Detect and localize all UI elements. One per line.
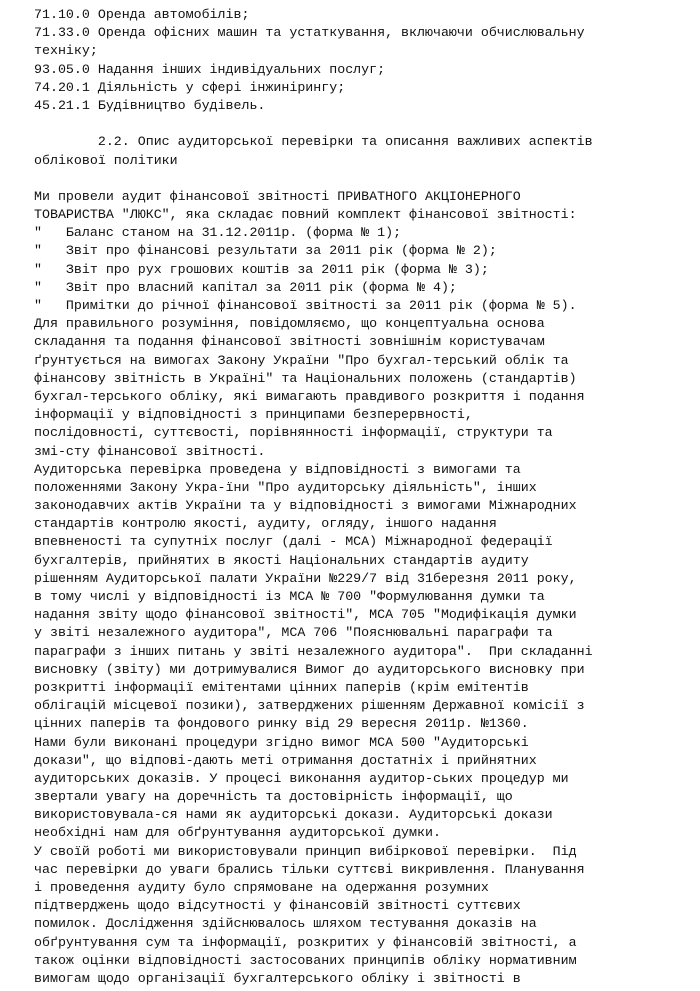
body-line: у звіті незалежного аудитора", МСА 706 "Пояснювальні параграфи та <box>34 625 553 641</box>
body-line: цінних паперів та фондового ринку від 29 вересня 2011р. №1360. <box>34 716 529 732</box>
body-line: інформації у відповідності з принципами безперервності, <box>34 407 473 423</box>
body-line: " Звіт про власний капітал за 2011 рік (форма № 4); <box>34 279 457 295</box>
body-line: бухгалтерів, прийнятих в якості Національних стандартів аудиту <box>34 552 529 568</box>
body-line: в тому числі у відповідності із МСА № 700 "Формулювання думки та <box>34 589 545 604</box>
body-line: Аудиторська перевірка проведена у відповідності з вимогами та <box>34 461 521 477</box>
body-line: також оцінки відповідності застосованих принципів обліку нормативним <box>34 952 577 968</box>
body-line: " Примітки до річної фінансової звітності за 2011 рік (форма № 5). <box>34 298 577 313</box>
body-line: надання звіту щодо фінансової звітності", МСА 705 "Модифікація думки <box>34 607 577 623</box>
activity-codes-list <box>34 6 700 115</box>
body-line: законодавчих актів України та у відповідності з вимогами Міжнародних <box>34 498 577 514</box>
spacer <box>34 170 700 188</box>
body-line: У своїй роботі ми використовували принцип вибіркової перевірки. Під <box>34 843 577 859</box>
body-line: облігацій місцевої позики), затверджених рішенням Державної комісії з <box>34 698 585 714</box>
body-line: Для правильного розуміння, повідомляємо, що концептуальна основа <box>34 316 545 332</box>
body-line: звертали увагу на доречність та достовірність інформації, що <box>34 789 513 805</box>
body-line: аудиторських доказів. У процесі виконання аудитор-ських процедур ми <box>34 770 569 786</box>
body-line: впевненості та супутніх послуг (далі - МСА) Міжнародної федерації <box>34 534 553 550</box>
body-line: ТОВАРИСТВА "ЛЮКС", яка складає повний комплект фінансової звітності: <box>34 207 577 223</box>
code-line: 45.21.1 Будівництво будівель. <box>34 97 266 113</box>
code-line: 74.20.1 Діяльність у сфері інжинірингу; <box>34 79 346 95</box>
section-heading-line: 2.2. Опис аудиторської перевірки та описання важливих аспектів <box>34 134 593 150</box>
body-line: докази", що відпові-дають меті отримання достатніх і прийнятних <box>34 752 537 768</box>
code-line: 71.10.0 Оренда автомобілів; <box>34 7 250 22</box>
body-line: помилок. Дослідження здійснювалось шляхом тестування доказів на <box>34 916 537 932</box>
body-line: параграфи з інших питань у звіті незалежного аудитора". При складанні <box>34 643 593 659</box>
body-line: вимогам щодо організації бухгалтерського обліку і звітності в <box>34 970 521 986</box>
section-heading <box>34 133 700 169</box>
body-line: " Звіт про рух грошових коштів за 2011 рік (форма № 3); <box>34 261 489 277</box>
body-line: змі-сту фінансової звітності. <box>34 443 266 459</box>
body-line: Ми провели аудит фінансової звітності ПРИВАТНОГО АКЦІОНЕРНОГО <box>34 188 521 204</box>
body-line: фінансову звітність в Україні" та Національних положень (стандартів) <box>34 370 577 386</box>
body-line: розкритті інформації емітентами цінних паперів (крім емітентів <box>34 679 529 695</box>
code-line: 71.33.0 Оренда офісних машин та устаткування, включаючи обчислювальну <box>34 25 585 41</box>
body-line: Нами були виконані процедури згідно вимог МСА 500 "Аудиторські <box>34 734 529 750</box>
body-line: висновку (звіту) ми дотримувалися Вимог до аудиторського висновку при <box>34 661 585 677</box>
body-line: положеннями Закону Укра-їни "Про аудиторську діяльність", інших <box>34 479 537 495</box>
body-line: необхідні нам для обґрунтування аудиторської думки. <box>34 825 441 841</box>
code-line: техніку; <box>34 43 98 59</box>
body-line: " Баланс станом на 31.12.2011р. (форма № 1); <box>34 225 402 241</box>
body-line: бухгал-терського обліку, які вимагають правдивого розкриття і подання <box>34 388 585 404</box>
spacer <box>34 115 700 133</box>
section-heading-line: облікової політики <box>34 152 178 168</box>
body-line: підтверджень щодо відсутності у фінансовій звітності суттєвих <box>34 898 521 914</box>
body-line: рішенням Аудиторської палати України №229/7 від 31березня 2011 року, <box>34 570 577 586</box>
body-line: " Звіт про фінансові результати за 2011 рік (форма № 2); <box>34 243 497 259</box>
body-line: складання та подання фінансової звітності зовнішнім користувачам <box>34 334 545 350</box>
body-line: і проведення аудиту було спрямоване на одержання розумних <box>34 880 489 895</box>
body-line: послідовності, суттєвості, порівнянності інформації, структури та <box>34 425 553 441</box>
body-line: обґрунтування сум та інформації, розкритих у фінансовій звітності, а <box>34 934 577 950</box>
body-line: стандартів контролю якості, аудиту, огляду, іншого надання <box>34 516 497 532</box>
body-text <box>34 188 700 988</box>
body-line: використовувала-ся нами як аудиторські докази. Аудиторські докази <box>34 807 553 823</box>
code-line: 93.05.0 Надання інших індивідуальних послуг; <box>34 61 386 77</box>
body-line: ґрунтується на вимогах Закону України "Про бухгал-терський облік та <box>34 352 569 368</box>
body-line: час перевірки до уваги брались тільки суттєві викривлення. Планування <box>34 861 585 877</box>
